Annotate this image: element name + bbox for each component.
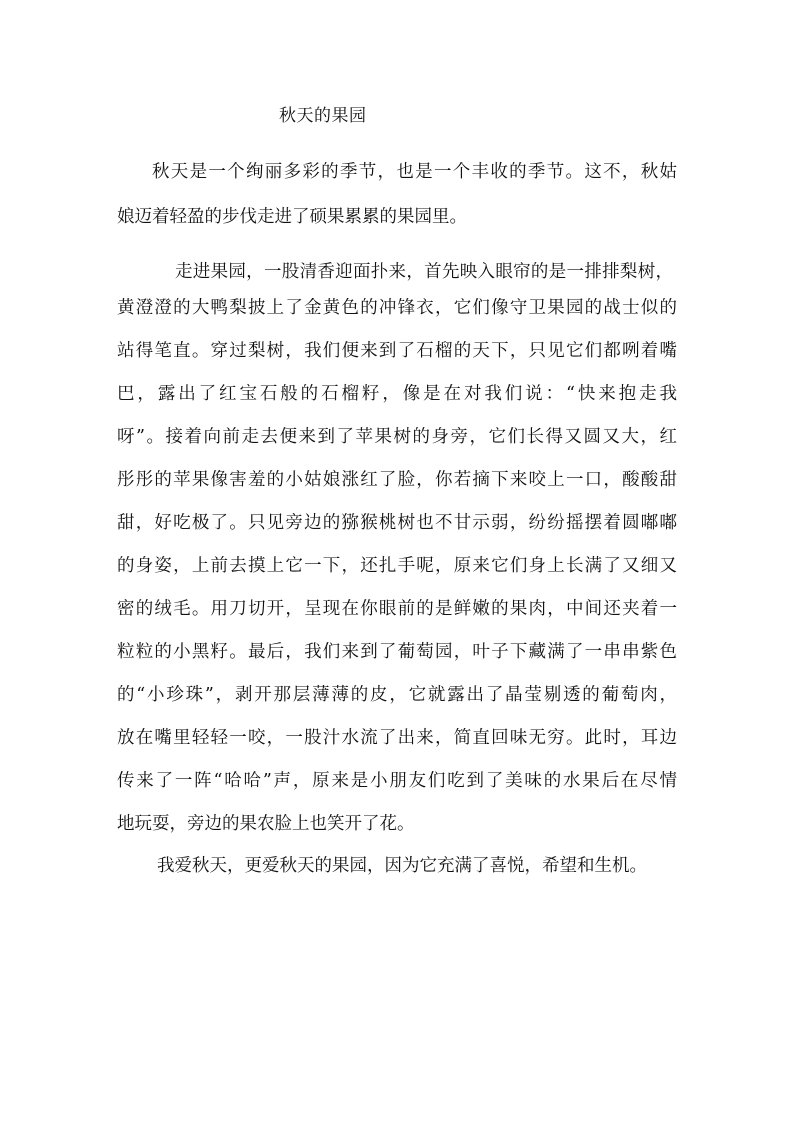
paragraph-3-line-1: 我爱秋天，更爱秋天的果园，因为它充满了喜悦，希望和生机。 — [157, 856, 647, 876]
paragraph-2-line-3: 站得笔直。穿过梨树，我们便来到了石榴的天下，只见它们都咧着嘴 — [117, 341, 677, 361]
paragraph-2-line-1: 走进果园，一股清香迎面扑来，首先映入眼帘的是一排排梨树， — [175, 262, 673, 282]
paragraph-2-line-14: 地玩耍，旁边的果农脸上也笑开了花。 — [117, 814, 415, 834]
document-title: 秋天的果园 — [279, 106, 367, 126]
paragraph-2-line-6: 彤彤的苹果像害羞的小姑娘涨红了脸，你若摘下来咬上一口，酸酸甜 — [117, 470, 677, 490]
paragraph-2-line-9: 密的绒毛。用刀切开，呈现在你眼前的是鲜嫩的果肉，中间还夹着一 — [117, 599, 677, 619]
paragraph-2-line-12: 放在嘴里轻轻一咬，一股汁水流了出来，简直回味无穷。此时，耳边 — [117, 728, 677, 748]
paragraph-2-line-13: 传来了一阵“哈哈”声，原来是小朋友们吃到了美味的水果后在尽情 — [117, 771, 677, 791]
paragraph-1-line-2: 娘迈着轻盈的步伐走进了硕果累累的果园里。 — [117, 207, 467, 227]
paragraph-2-line-2: 黄澄澄的大鸭梨披上了金黄色的冲锋衣，它们像守卫果园的战士似的 — [117, 298, 677, 318]
paragraph-2-line-8: 的身姿，上前去摸上它一下，还扎手呢，原来它们身上长满了又细又 — [117, 556, 677, 576]
paragraph-1-line-1: 秋天是一个绚丽多彩的季节，也是一个丰收的季节。这不，秋姑 — [152, 162, 677, 182]
paragraph-2-line-7: 甜，好吃极了。只见旁边的猕猴桃树也不甘示弱，纷纷摇摆着圆嘟嘟 — [117, 513, 677, 533]
paragraph-2-line-5: 呀”。接着向前走去便来到了苹果树的身旁，它们长得又圆又大，红 — [117, 427, 677, 447]
paragraph-2-line-11: 的“小珍珠”，剥开那层薄薄的皮，它就露出了晶莹剔透的葡萄肉， — [117, 685, 677, 705]
paragraph-2-line-4: 巴，露出了红宝石般的石榴籽，像是在对我们说：“快来抱走我 — [117, 384, 677, 404]
paragraph-2-line-10: 粒粒的小黑籽。最后，我们来到了葡萄园，叶子下藏满了一串串紫色 — [117, 642, 677, 662]
